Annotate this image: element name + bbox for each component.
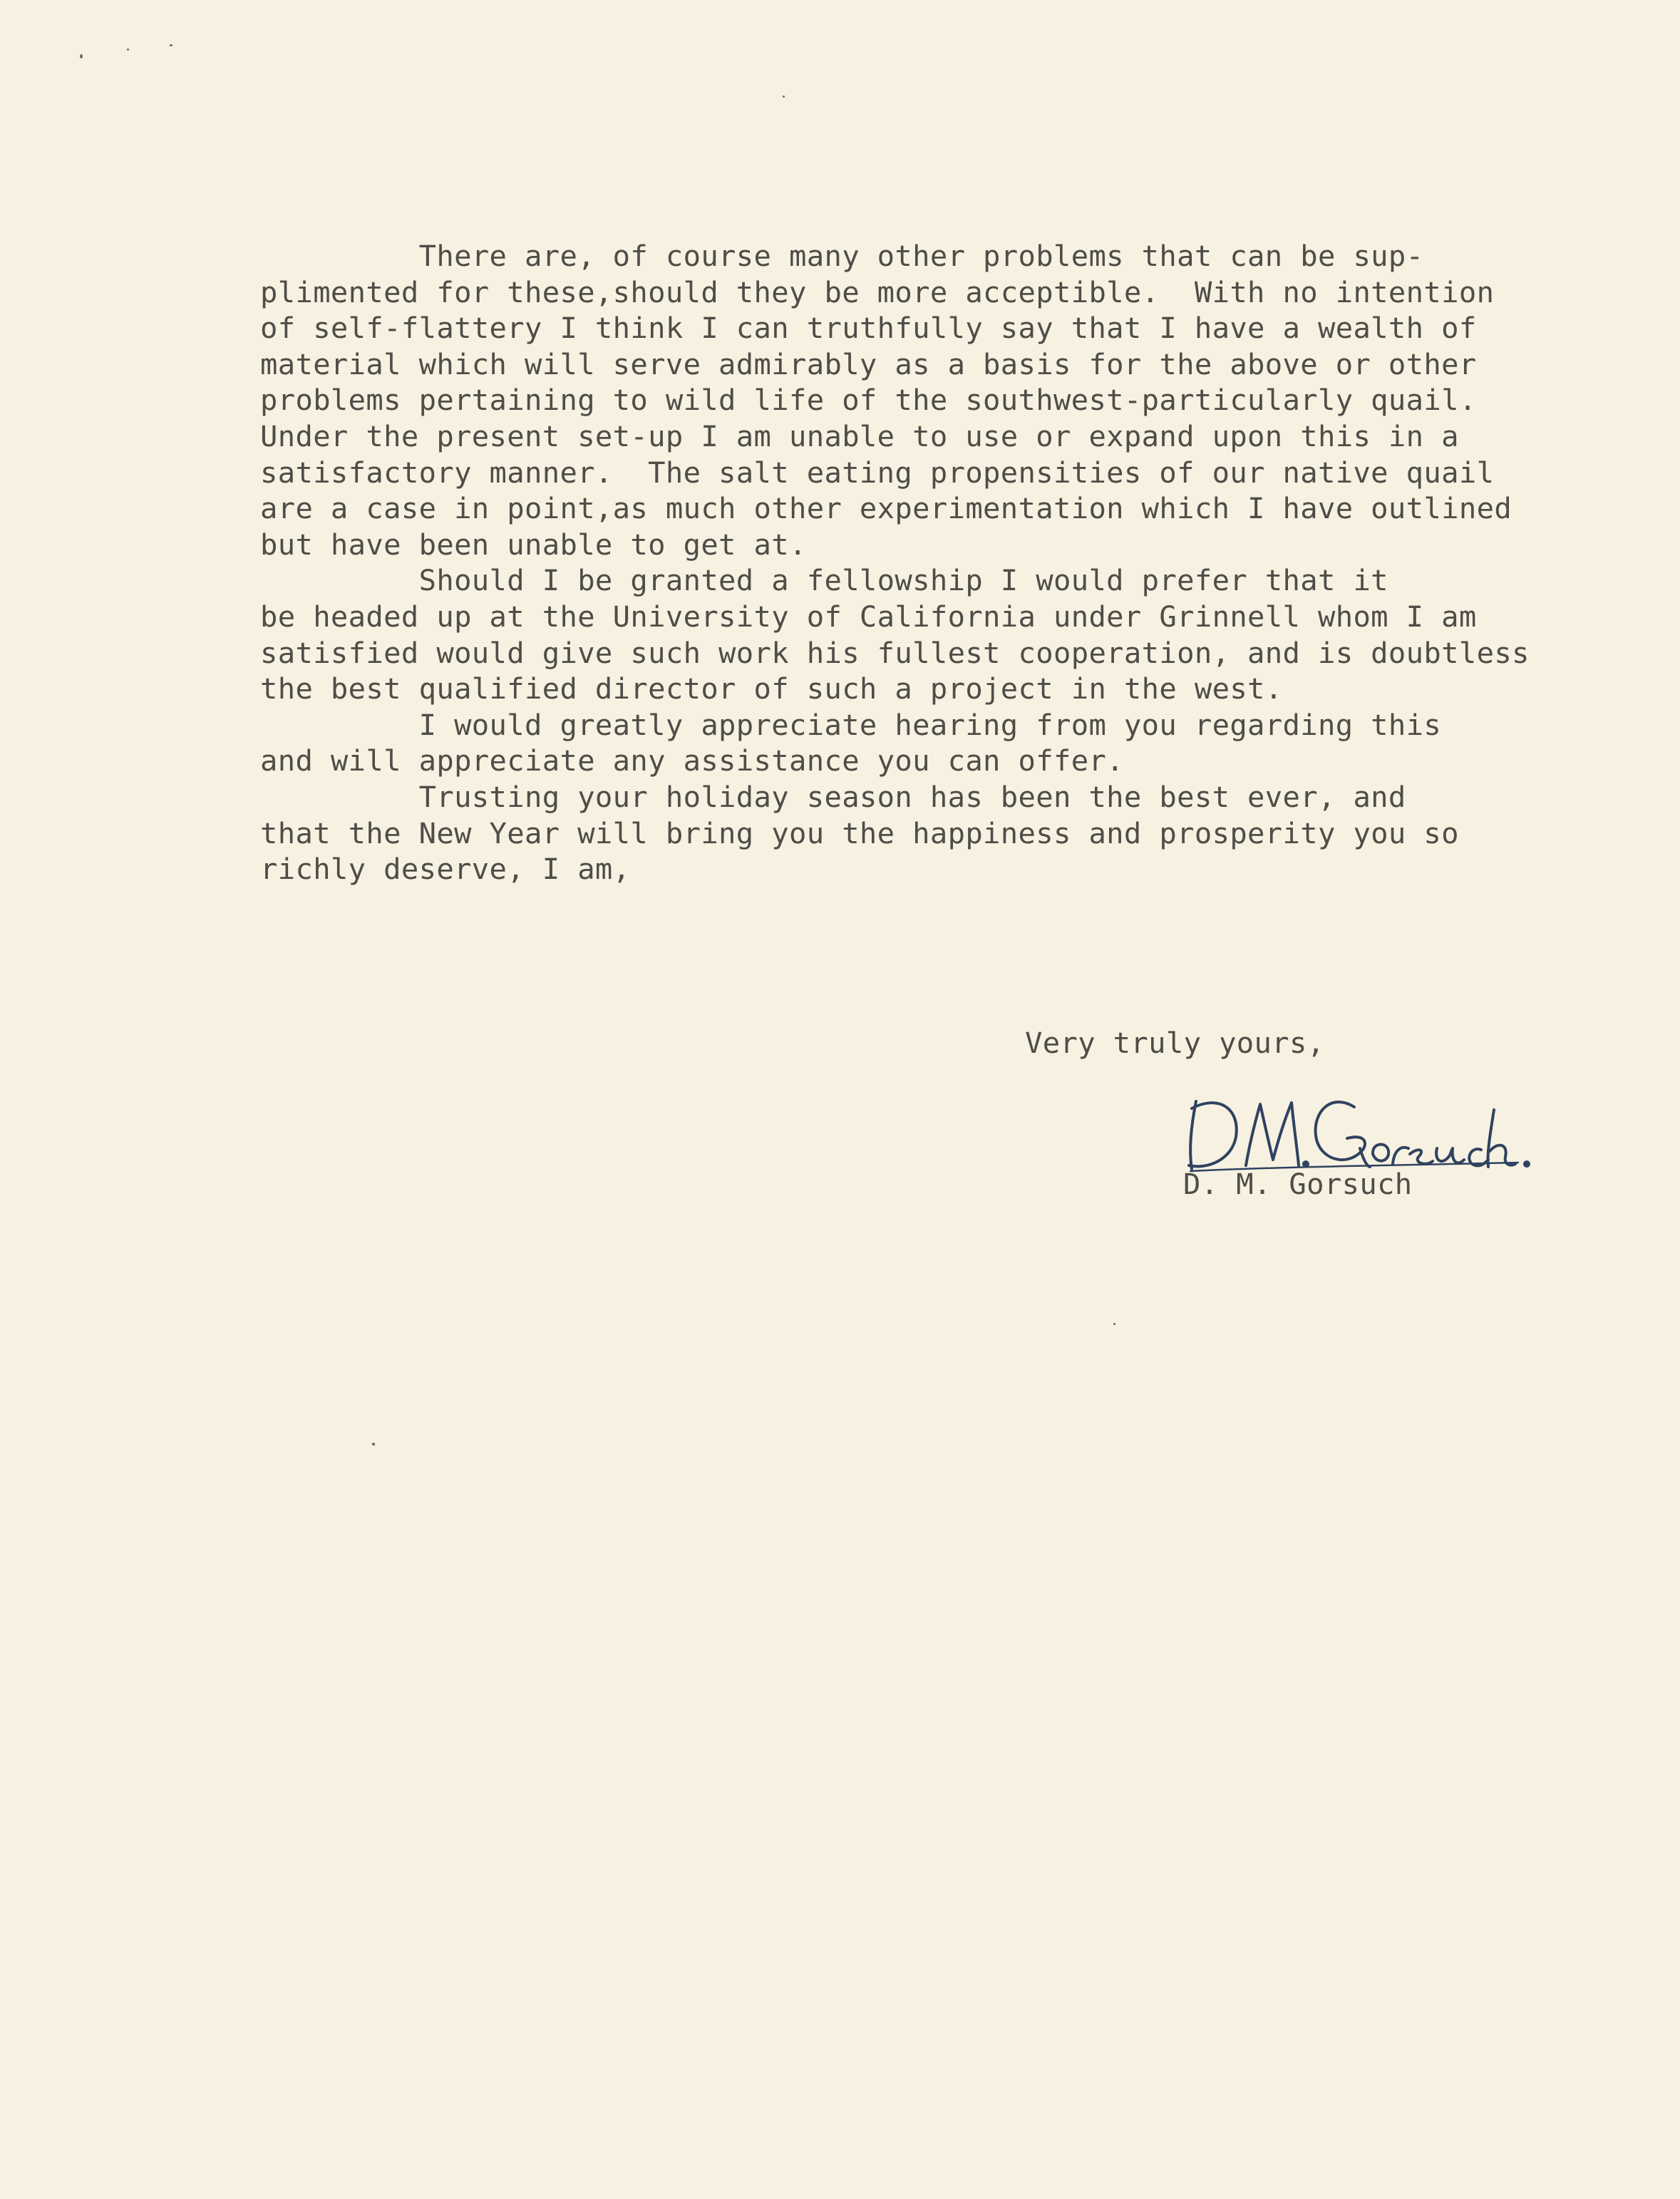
letter-line: Under the present set-up I am unable to use or expand upon this in a [260, 418, 1459, 453]
letter-line: There are, of course many other problems that can be sup- [260, 239, 1424, 273]
letter-line: Trusting your holiday season has been the best ever, and [260, 779, 1406, 814]
letter-line: material which will serve admirably as a basis for the above or other [260, 346, 1477, 381]
closing: Very truly yours, [1025, 1026, 1325, 1060]
letter-line: satisfied would give such work his fullest cooperation, and is doubtless [260, 635, 1530, 670]
letter-line: Should I be granted a fellowship I would prefer that it [260, 563, 1388, 598]
paper-speck [80, 54, 83, 58]
letter-line: of self-flattery I think I can truthfully say that I have a wealth of [260, 311, 1477, 346]
letter-line: are a case in point,as much other experimentation which I have outlined [260, 491, 1512, 526]
letter-body [260, 238, 1600, 887]
paper-speck [783, 96, 785, 98]
letter-line: plimented for these,should they be more acceptible. With no intention [260, 274, 1495, 309]
letter-line: richly deserve, I am, [260, 852, 631, 887]
letter-line: but have been unable to get at. [260, 527, 807, 562]
letter-line: problems pertaining to wild life of the southwest-particularly quail. [260, 383, 1477, 418]
signer-name: D. M. Gorsuch [1183, 1167, 1413, 1201]
letter-line: that the New Year will bring you the happiness and prosperity you so [260, 815, 1459, 850]
paper-speck [372, 1443, 375, 1446]
letter-line: be headed up at the University of California under Grinnell whom I am [260, 599, 1477, 634]
paper-speck [1113, 1323, 1115, 1325]
letter-line: I would greatly appreciate hearing from you regarding this [260, 707, 1442, 742]
letter-line: the best qualified director of such a project in the west. [260, 671, 1283, 706]
paper-speck [170, 44, 172, 46]
paper-speck [127, 48, 129, 51]
letter-line: satisfactory manner. The salt eating propensities of our native quail [260, 455, 1495, 490]
letter-line: and will appreciate any assistance you can offer. [260, 743, 1124, 778]
